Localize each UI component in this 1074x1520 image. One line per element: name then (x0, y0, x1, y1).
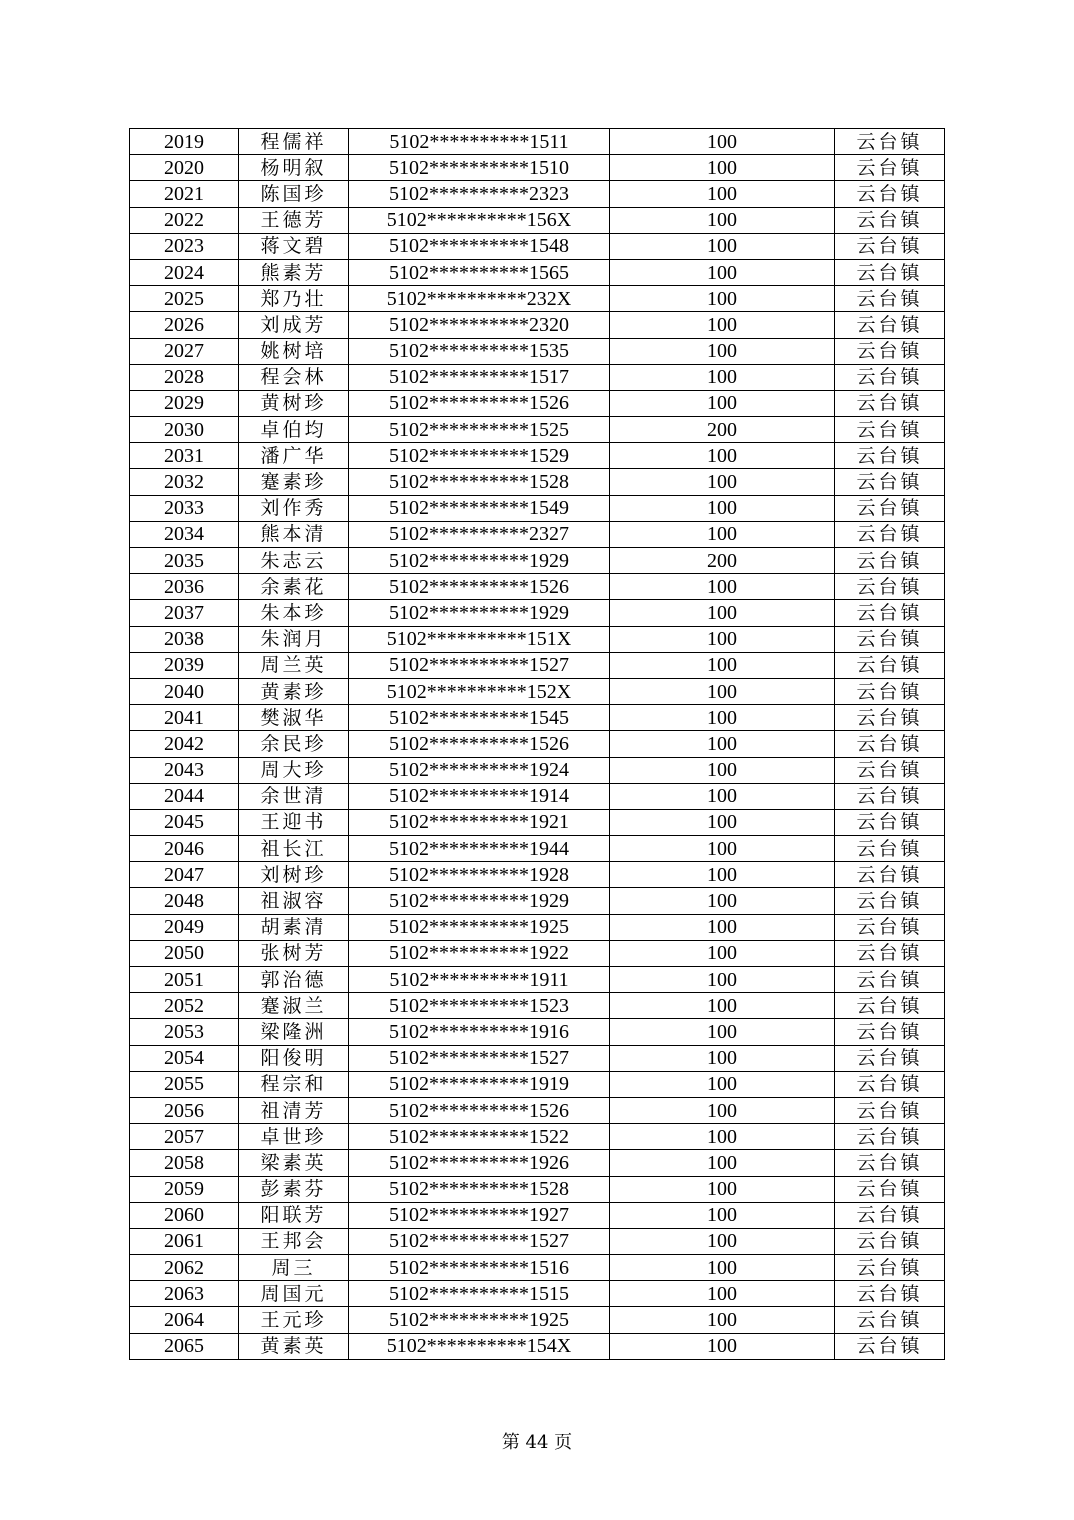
id-number-cell: 5102**********1515 (349, 1281, 610, 1307)
town-cell: 云台镇 (835, 1019, 945, 1045)
id-number-cell: 5102**********1528 (349, 469, 610, 495)
row-number: 2048 (130, 888, 239, 914)
amount-cell: 100 (610, 1019, 835, 1045)
amount-cell: 100 (610, 495, 835, 521)
id-number-cell: 5102**********1527 (349, 652, 610, 678)
row-number: 2022 (130, 207, 239, 233)
amount-cell: 100 (610, 1150, 835, 1176)
id-number-cell: 5102**********1526 (349, 574, 610, 600)
name-cell: 祖淑容 (239, 888, 349, 914)
id-number-cell: 5102**********1914 (349, 783, 610, 809)
row-number: 2058 (130, 1150, 239, 1176)
amount-cell: 100 (610, 181, 835, 207)
id-number-cell: 5102**********1919 (349, 1071, 610, 1097)
name-cell: 祖清芳 (239, 1097, 349, 1123)
town-cell: 云台镇 (835, 967, 945, 993)
town-cell: 云台镇 (835, 626, 945, 652)
amount-cell: 100 (610, 1045, 835, 1071)
row-number: 2062 (130, 1255, 239, 1281)
table-row (130, 312, 945, 338)
amount-cell: 100 (610, 836, 835, 862)
name-cell: 刘树珍 (239, 862, 349, 888)
amount-cell: 100 (610, 1071, 835, 1097)
row-number: 2026 (130, 312, 239, 338)
name-cell: 张树芳 (239, 940, 349, 966)
row-number: 2034 (130, 521, 239, 547)
amount-cell: 100 (610, 312, 835, 338)
town-cell: 云台镇 (835, 574, 945, 600)
row-number: 2049 (130, 914, 239, 940)
amount-cell: 200 (610, 417, 835, 443)
name-cell: 潘广华 (239, 443, 349, 469)
amount-cell: 100 (610, 286, 835, 312)
row-number: 2024 (130, 259, 239, 285)
town-cell: 云台镇 (835, 1124, 945, 1150)
row-number: 2055 (130, 1071, 239, 1097)
name-cell: 蒋文碧 (239, 233, 349, 259)
town-cell: 云台镇 (835, 443, 945, 469)
name-cell: 周兰英 (239, 652, 349, 678)
table-row (130, 993, 945, 1019)
table-body (130, 129, 945, 1360)
town-cell: 云台镇 (835, 521, 945, 547)
id-number-cell: 5102**********1545 (349, 705, 610, 731)
town-cell: 云台镇 (835, 993, 945, 1019)
town-cell: 云台镇 (835, 312, 945, 338)
name-cell: 郭治德 (239, 967, 349, 993)
table-row (130, 495, 945, 521)
name-cell: 余世清 (239, 783, 349, 809)
page-number: 第 44 页 (501, 1432, 573, 1453)
row-number: 2023 (130, 233, 239, 259)
amount-cell: 100 (610, 1281, 835, 1307)
town-cell: 云台镇 (835, 731, 945, 757)
amount-cell: 100 (610, 652, 835, 678)
amount-cell: 100 (610, 521, 835, 547)
amount-cell: 100 (610, 940, 835, 966)
row-number: 2033 (130, 495, 239, 521)
table-row (130, 1071, 945, 1097)
id-number-cell: 5102**********1924 (349, 757, 610, 783)
row-number: 2027 (130, 338, 239, 364)
table-row (130, 862, 945, 888)
town-cell: 云台镇 (835, 862, 945, 888)
table-row (130, 783, 945, 809)
amount-cell: 100 (610, 993, 835, 1019)
amount-cell: 100 (610, 600, 835, 626)
table-row (130, 338, 945, 364)
table-row (130, 443, 945, 469)
name-cell: 阳俊明 (239, 1045, 349, 1071)
row-number: 2043 (130, 757, 239, 783)
id-number-cell: 5102**********1527 (349, 1045, 610, 1071)
table-row (130, 548, 945, 574)
town-cell: 云台镇 (835, 757, 945, 783)
row-number: 2065 (130, 1333, 239, 1359)
amount-cell: 100 (610, 914, 835, 940)
table-row (130, 469, 945, 495)
id-number-cell: 5102**********1926 (349, 1150, 610, 1176)
row-number: 2021 (130, 181, 239, 207)
id-number-cell: 5102**********1927 (349, 1202, 610, 1228)
town-cell: 云台镇 (835, 940, 945, 966)
name-cell: 黄树珍 (239, 390, 349, 416)
name-cell: 周大珍 (239, 757, 349, 783)
id-number-cell: 5102**********1511 (349, 129, 610, 155)
table-row (130, 574, 945, 600)
row-number: 2035 (130, 548, 239, 574)
amount-cell: 100 (610, 390, 835, 416)
amount-cell: 100 (610, 1333, 835, 1359)
town-cell: 云台镇 (835, 1150, 945, 1176)
table-row (130, 1150, 945, 1176)
table-row (130, 757, 945, 783)
town-cell: 云台镇 (835, 548, 945, 574)
amount-cell: 100 (610, 783, 835, 809)
data-table (129, 128, 945, 1360)
table-row (130, 207, 945, 233)
id-number-cell: 5102**********1516 (349, 1255, 610, 1281)
table-row (130, 705, 945, 731)
name-cell: 陈国珍 (239, 181, 349, 207)
id-number-cell: 5102**********1928 (349, 862, 610, 888)
table-row (130, 181, 945, 207)
amount-cell: 100 (610, 155, 835, 181)
id-number-cell: 5102**********1526 (349, 731, 610, 757)
id-number-cell: 5102**********2323 (349, 181, 610, 207)
id-number-cell: 5102**********1523 (349, 993, 610, 1019)
amount-cell: 100 (610, 469, 835, 495)
name-cell: 梁素英 (239, 1150, 349, 1176)
name-cell: 黄素珍 (239, 678, 349, 704)
id-number-cell: 5102**********1517 (349, 364, 610, 390)
table-row (130, 417, 945, 443)
amount-cell: 100 (610, 1202, 835, 1228)
town-cell: 云台镇 (835, 600, 945, 626)
id-number-cell: 5102**********2327 (349, 521, 610, 547)
table-row (130, 967, 945, 993)
name-cell: 刘成芳 (239, 312, 349, 338)
id-number-cell: 5102**********1527 (349, 1228, 610, 1254)
id-number-cell: 5102**********1944 (349, 836, 610, 862)
row-number: 2036 (130, 574, 239, 600)
name-cell: 周国元 (239, 1281, 349, 1307)
id-number-cell: 5102**********1929 (349, 548, 610, 574)
amount-cell: 100 (610, 233, 835, 259)
row-number: 2031 (130, 443, 239, 469)
table-row (130, 1124, 945, 1150)
id-number-cell: 5102**********1916 (349, 1019, 610, 1045)
name-cell: 熊素芳 (239, 259, 349, 285)
table-row (130, 1281, 945, 1307)
town-cell: 云台镇 (835, 705, 945, 731)
amount-cell: 100 (610, 364, 835, 390)
table-row (130, 233, 945, 259)
town-cell: 云台镇 (835, 1097, 945, 1123)
row-number: 2042 (130, 731, 239, 757)
id-number-cell: 5102**********2320 (349, 312, 610, 338)
amount-cell: 100 (610, 731, 835, 757)
id-number-cell: 5102**********1526 (349, 390, 610, 416)
amount-cell: 100 (610, 338, 835, 364)
table-row (130, 259, 945, 285)
name-cell: 杨明叙 (239, 155, 349, 181)
table-row (130, 155, 945, 181)
name-cell: 蹇素珍 (239, 469, 349, 495)
id-number-cell: 5102**********1925 (349, 914, 610, 940)
id-number-cell: 5102**********1526 (349, 1097, 610, 1123)
amount-cell: 100 (610, 967, 835, 993)
id-number-cell: 5102**********1525 (349, 417, 610, 443)
name-cell: 彭素芬 (239, 1176, 349, 1202)
name-cell: 祖长江 (239, 836, 349, 862)
id-number-cell: 5102**********1911 (349, 967, 610, 993)
table-row (130, 390, 945, 416)
row-number: 2040 (130, 678, 239, 704)
id-number-cell: 5102**********1549 (349, 495, 610, 521)
town-cell: 云台镇 (835, 129, 945, 155)
id-number-cell: 5102**********1548 (349, 233, 610, 259)
amount-cell: 100 (610, 1255, 835, 1281)
town-cell: 云台镇 (835, 286, 945, 312)
amount-cell: 100 (610, 1097, 835, 1123)
id-number-cell: 5102**********1921 (349, 809, 610, 835)
row-number: 2063 (130, 1281, 239, 1307)
town-cell: 云台镇 (835, 1307, 945, 1333)
table-row (130, 731, 945, 757)
row-number: 2037 (130, 600, 239, 626)
town-cell: 云台镇 (835, 783, 945, 809)
table-row (130, 809, 945, 835)
name-cell: 周三 (239, 1255, 349, 1281)
town-cell: 云台镇 (835, 809, 945, 835)
table-row (130, 836, 945, 862)
row-number: 2030 (130, 417, 239, 443)
name-cell: 卓伯均 (239, 417, 349, 443)
amount-cell: 100 (610, 207, 835, 233)
table-row (130, 129, 945, 155)
amount-cell: 100 (610, 757, 835, 783)
table-row (130, 1202, 945, 1228)
town-cell: 云台镇 (835, 678, 945, 704)
table-row (130, 286, 945, 312)
table-row (130, 600, 945, 626)
table-row (130, 678, 945, 704)
id-number-cell: 5102**********156X (349, 207, 610, 233)
row-number: 2056 (130, 1097, 239, 1123)
town-cell: 云台镇 (835, 338, 945, 364)
town-cell: 云台镇 (835, 1228, 945, 1254)
town-cell: 云台镇 (835, 469, 945, 495)
row-number: 2038 (130, 626, 239, 652)
row-number: 2064 (130, 1307, 239, 1333)
town-cell: 云台镇 (835, 1045, 945, 1071)
row-number: 2028 (130, 364, 239, 390)
town-cell: 云台镇 (835, 1333, 945, 1359)
amount-cell: 100 (610, 129, 835, 155)
id-number-cell: 5102**********1929 (349, 888, 610, 914)
id-number-cell: 5102**********232X (349, 286, 610, 312)
name-cell: 王元珍 (239, 1307, 349, 1333)
id-number-cell: 5102**********1929 (349, 600, 610, 626)
town-cell: 云台镇 (835, 836, 945, 862)
table-row (130, 1307, 945, 1333)
name-cell: 樊淑华 (239, 705, 349, 731)
row-number: 2052 (130, 993, 239, 1019)
table-row (130, 1176, 945, 1202)
town-cell: 云台镇 (835, 1281, 945, 1307)
row-number: 2050 (130, 940, 239, 966)
amount-cell: 100 (610, 626, 835, 652)
id-number-cell: 5102**********1925 (349, 1307, 610, 1333)
id-number-cell: 5102**********1565 (349, 259, 610, 285)
table-row (130, 521, 945, 547)
name-cell: 程儒祥 (239, 129, 349, 155)
id-number-cell: 5102**********1510 (349, 155, 610, 181)
row-number: 2047 (130, 862, 239, 888)
row-number: 2046 (130, 836, 239, 862)
town-cell: 云台镇 (835, 1071, 945, 1097)
name-cell: 梁隆洲 (239, 1019, 349, 1045)
id-number-cell: 5102**********1528 (349, 1176, 610, 1202)
town-cell: 云台镇 (835, 364, 945, 390)
town-cell: 云台镇 (835, 652, 945, 678)
id-number-cell: 5102**********154X (349, 1333, 610, 1359)
table-row (130, 1045, 945, 1071)
row-number: 2019 (130, 129, 239, 155)
name-cell: 王迎书 (239, 809, 349, 835)
amount-cell: 100 (610, 705, 835, 731)
name-cell: 朱本珍 (239, 600, 349, 626)
table-row (130, 1333, 945, 1359)
town-cell: 云台镇 (835, 390, 945, 416)
name-cell: 刘作秀 (239, 495, 349, 521)
amount-cell: 100 (610, 1124, 835, 1150)
name-cell: 余素花 (239, 574, 349, 600)
id-number-cell: 5102**********151X (349, 626, 610, 652)
amount-cell: 100 (610, 1228, 835, 1254)
table-row (130, 1019, 945, 1045)
name-cell: 程会林 (239, 364, 349, 390)
name-cell: 阳联芳 (239, 1202, 349, 1228)
amount-cell: 200 (610, 548, 835, 574)
row-number: 2057 (130, 1124, 239, 1150)
town-cell: 云台镇 (835, 207, 945, 233)
id-number-cell: 5102**********1535 (349, 338, 610, 364)
table-row (130, 914, 945, 940)
id-number-cell: 5102**********1922 (349, 940, 610, 966)
row-number: 2041 (130, 705, 239, 731)
row-number: 2051 (130, 967, 239, 993)
name-cell: 熊本清 (239, 521, 349, 547)
name-cell: 程宗和 (239, 1071, 349, 1097)
name-cell: 王邦会 (239, 1228, 349, 1254)
town-cell: 云台镇 (835, 233, 945, 259)
row-number: 2025 (130, 286, 239, 312)
amount-cell: 100 (610, 443, 835, 469)
name-cell: 蹇淑兰 (239, 993, 349, 1019)
town-cell: 云台镇 (835, 417, 945, 443)
town-cell: 云台镇 (835, 1176, 945, 1202)
table-row (130, 888, 945, 914)
row-number: 2053 (130, 1019, 239, 1045)
row-number: 2061 (130, 1228, 239, 1254)
id-number-cell: 5102**********1529 (349, 443, 610, 469)
town-cell: 云台镇 (835, 155, 945, 181)
town-cell: 云台镇 (835, 914, 945, 940)
id-number-cell: 5102**********1522 (349, 1124, 610, 1150)
id-number-cell: 5102**********152X (349, 678, 610, 704)
row-number: 2029 (130, 390, 239, 416)
name-cell: 余民珍 (239, 731, 349, 757)
town-cell: 云台镇 (835, 495, 945, 521)
row-number: 2044 (130, 783, 239, 809)
table-row (130, 940, 945, 966)
amount-cell: 100 (610, 574, 835, 600)
name-cell: 郑乃壮 (239, 286, 349, 312)
row-number: 2060 (130, 1202, 239, 1228)
town-cell: 云台镇 (835, 181, 945, 207)
amount-cell: 100 (610, 1307, 835, 1333)
amount-cell: 100 (610, 809, 835, 835)
town-cell: 云台镇 (835, 1202, 945, 1228)
table-row (130, 1228, 945, 1254)
table-row (130, 364, 945, 390)
row-number: 2059 (130, 1176, 239, 1202)
row-number: 2020 (130, 155, 239, 181)
name-cell: 王德芳 (239, 207, 349, 233)
name-cell: 朱志云 (239, 548, 349, 574)
amount-cell: 100 (610, 1176, 835, 1202)
town-cell: 云台镇 (835, 1255, 945, 1281)
row-number: 2039 (130, 652, 239, 678)
table-row (130, 652, 945, 678)
amount-cell: 100 (610, 888, 835, 914)
row-number: 2054 (130, 1045, 239, 1071)
amount-cell: 100 (610, 862, 835, 888)
table-row (130, 1097, 945, 1123)
row-number: 2045 (130, 809, 239, 835)
amount-cell: 100 (610, 678, 835, 704)
town-cell: 云台镇 (835, 259, 945, 285)
name-cell: 卓世珍 (239, 1124, 349, 1150)
table-row (130, 1255, 945, 1281)
row-number: 2032 (130, 469, 239, 495)
name-cell: 姚树培 (239, 338, 349, 364)
amount-cell: 100 (610, 259, 835, 285)
name-cell: 胡素清 (239, 914, 349, 940)
table-row (130, 626, 945, 652)
town-cell: 云台镇 (835, 888, 945, 914)
name-cell: 黄素英 (239, 1333, 349, 1359)
name-cell: 朱润月 (239, 626, 349, 652)
